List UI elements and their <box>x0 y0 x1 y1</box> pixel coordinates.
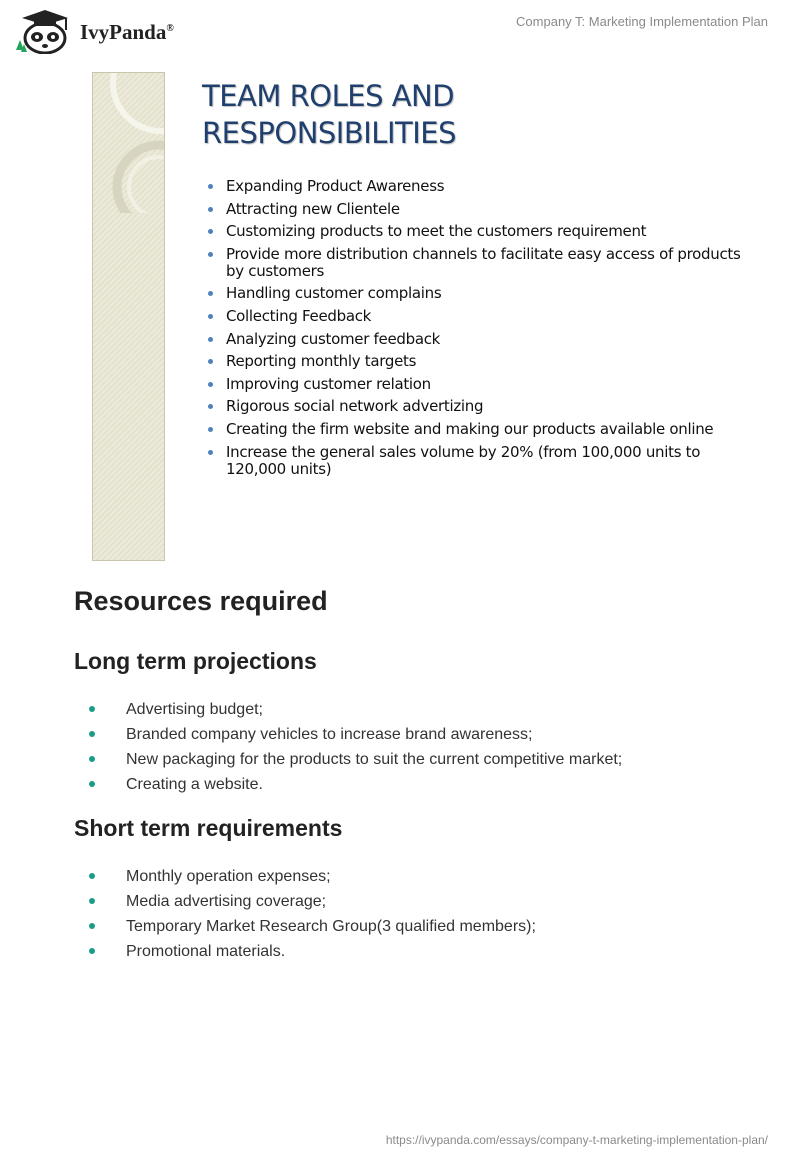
list-item: Collecting Feedback <box>205 308 745 325</box>
resources-heading: Resources required <box>74 586 328 616</box>
list-item: Creating the firm website and making our products available online <box>205 421 745 438</box>
list-item: Provide more distribution channels to facilitate easy access of products by customers <box>205 246 745 280</box>
list-item: New packaging for the products to suit the current competitive market; <box>74 747 774 772</box>
list-item: Customizing products to meet the customers requirement <box>205 223 745 240</box>
short-term-list <box>74 864 774 964</box>
list-item: Expanding Product Awareness <box>205 178 745 195</box>
short-term-heading: Short term requirements <box>74 815 343 841</box>
registered-mark: ® <box>166 23 174 34</box>
long-term-heading: Long term projections <box>74 648 317 674</box>
list-item: Advertising budget; <box>74 697 774 722</box>
list-item: Handling customer complains <box>205 285 745 302</box>
list-item: Improving customer relation <box>205 376 745 393</box>
slide-title: TEAM ROLES AND RESPONSIBILITIES <box>202 79 457 150</box>
list-item: Increase the general sales volume by 20% (from 100,000 units to 120,000 units) <box>205 444 745 478</box>
brand-name[interactable]: IvyPanda® <box>80 20 174 44</box>
list-item: Media advertising coverage; <box>74 889 774 914</box>
list-item: Analyzing customer feedback <box>205 331 745 348</box>
list-item: Attracting new Clientele <box>205 201 745 218</box>
document-title: Company T: Marketing Implementation Plan <box>516 14 768 29</box>
decorative-circles-icon <box>93 73 164 213</box>
page-header <box>0 0 800 60</box>
panda-logo-icon[interactable] <box>14 10 76 54</box>
list-item: Reporting monthly targets <box>205 353 745 370</box>
footer-url[interactable]: https://ivypanda.com/essays/company-t-marketing-implementation-plan/ <box>385 1133 768 1147</box>
list-item: Branded company vehicles to increase brand awareness; <box>74 722 774 747</box>
slide-decorative-bar <box>92 72 165 561</box>
list-item: Creating a website. <box>74 772 774 797</box>
long-term-list <box>74 697 774 797</box>
list-item: Monthly operation expenses; <box>74 864 774 889</box>
slide-bullet-list <box>205 178 745 483</box>
list-item: Rigorous social network advertizing <box>205 398 745 415</box>
list-item: Promotional materials. <box>74 939 774 964</box>
slide-image <box>92 72 752 562</box>
list-item: Temporary Market Research Group(3 qualified members); <box>74 914 774 939</box>
